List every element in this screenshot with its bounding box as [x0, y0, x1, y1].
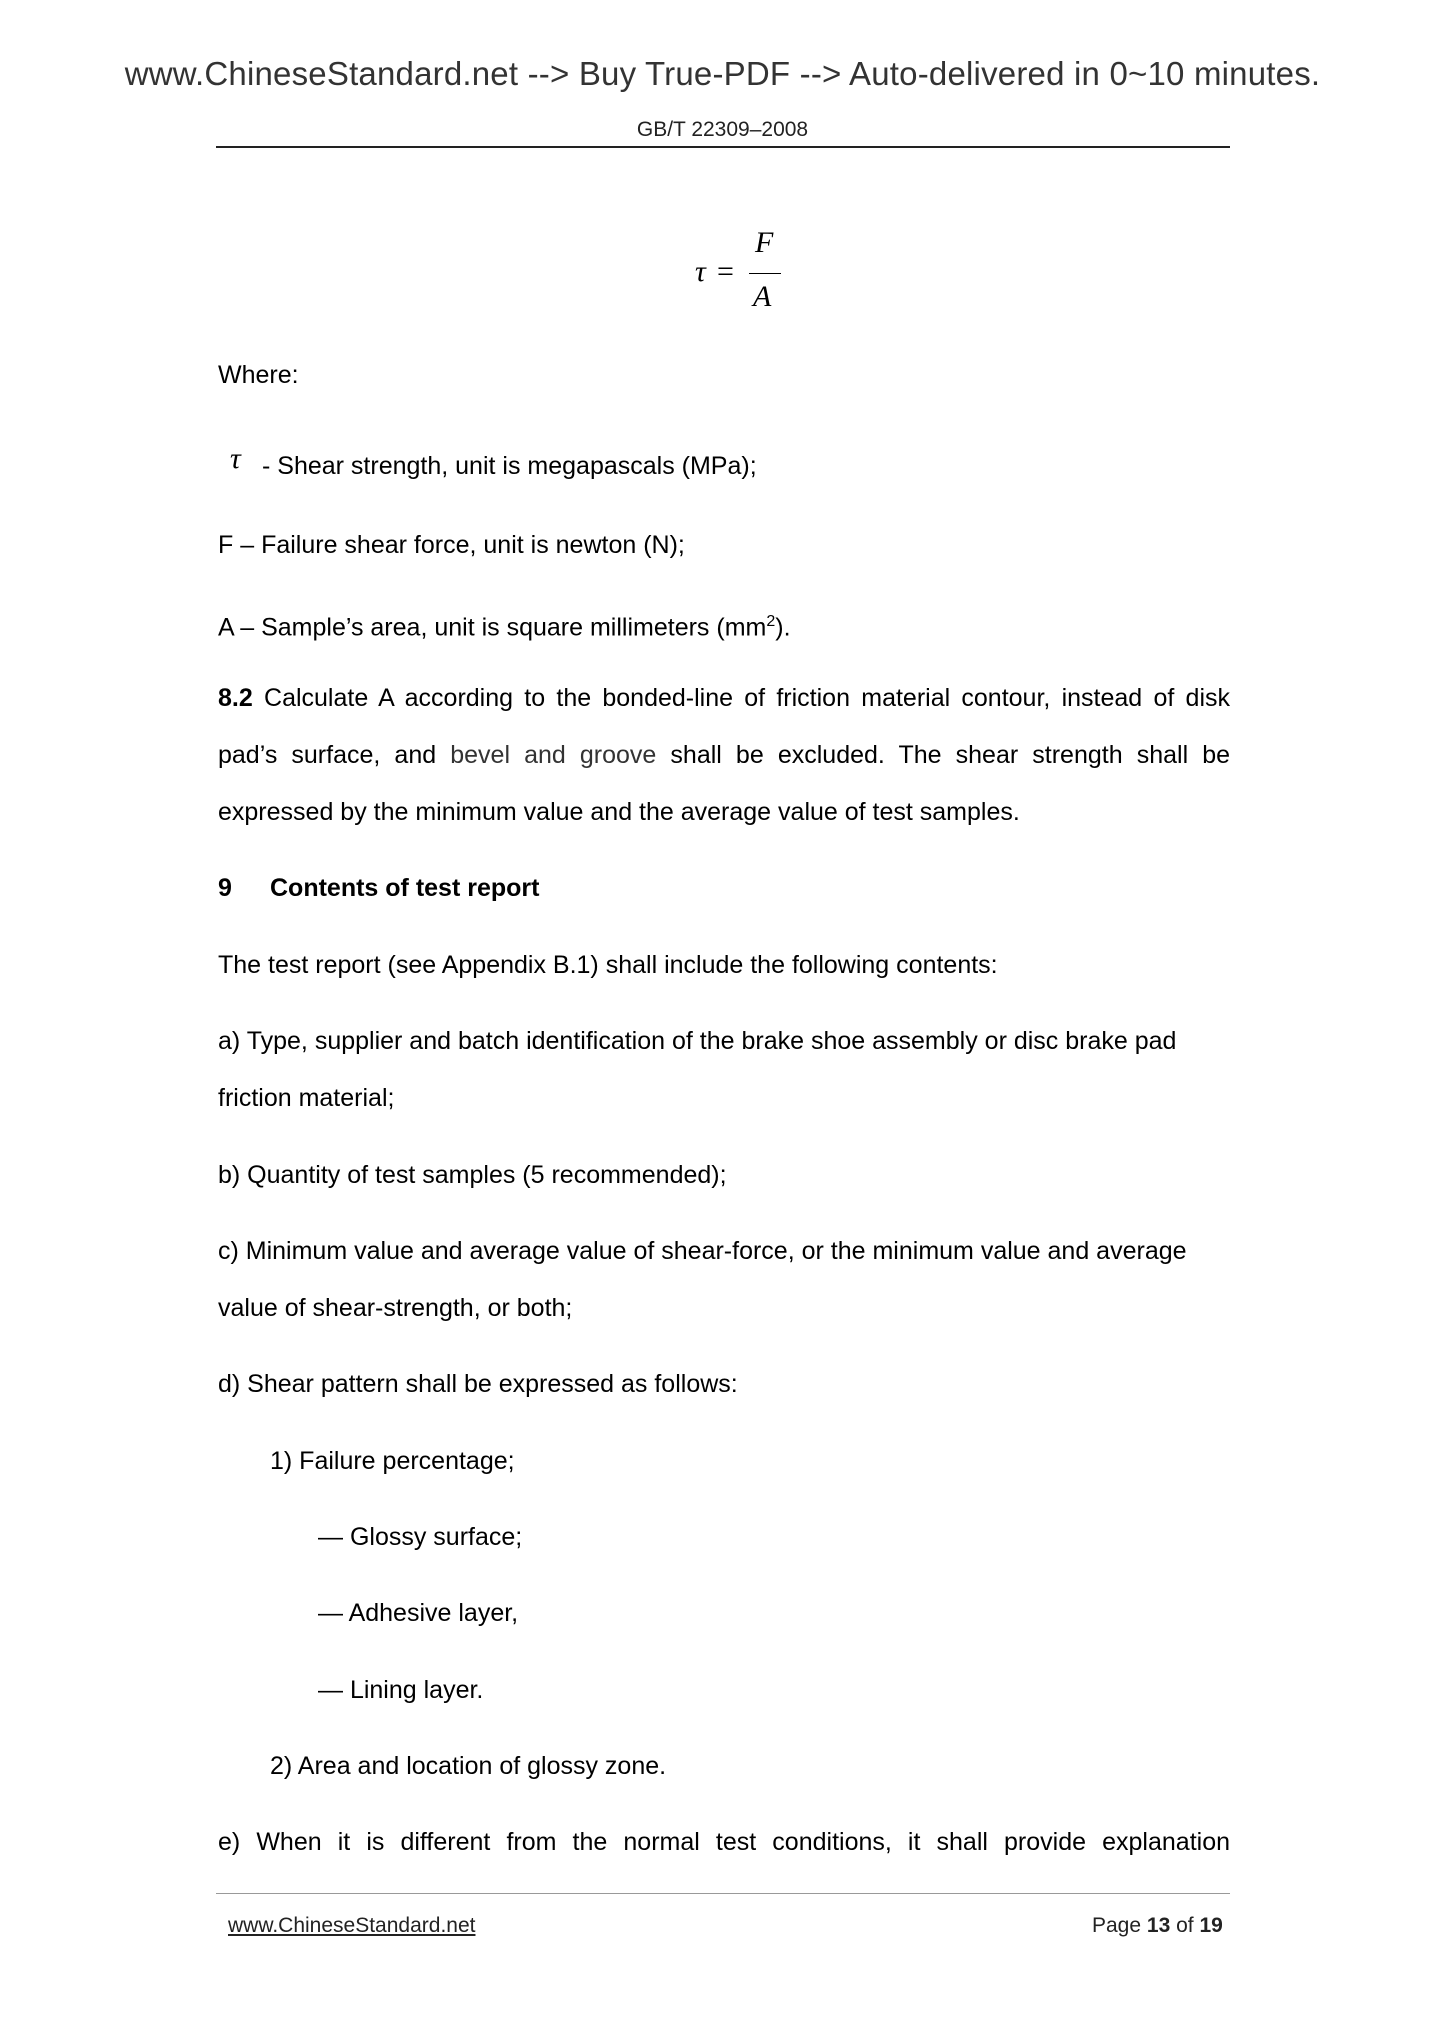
tau-symbol: τ	[230, 442, 241, 475]
top-banner: www.ChineseStandard.net --> Buy True-PDF --> Auto-delivered in 0~10 minutes.	[124, 55, 1321, 92]
section-8-2-line-2	[218, 740, 1230, 770]
item-c-line-2: value of shear-strength, or both;	[218, 1294, 573, 1322]
document-code: GB/T 22309–2008	[636, 118, 809, 141]
item-d: d) Shear pattern shall be expressed as follows:	[218, 1370, 738, 1398]
a-definition-suffix: ).	[775, 613, 791, 642]
footer-divider	[216, 1893, 1230, 1894]
section-8-2-line-2-emphasis: bevel and groove	[450, 741, 657, 769]
where-label: Where:	[218, 361, 299, 389]
section-8-2-line-1	[218, 683, 1230, 713]
formula-tau: τ	[695, 255, 706, 288]
item-c-line-1: c) Minimum value and average value of shear-force, or the minimum value and average	[218, 1237, 1187, 1265]
page-total: 19	[1199, 1914, 1223, 1937]
section-8-2-line-3: expressed by the minimum value and the average value of test samples.	[218, 798, 1020, 826]
footer-website-link[interactable]: www.ChineseStandard.net	[228, 1914, 476, 1937]
item-b: b) Quantity of test samples (5 recommended);	[218, 1161, 727, 1189]
section-9-number: 9	[218, 874, 232, 902]
formula-equals: =	[717, 255, 734, 288]
page-number	[1092, 1914, 1223, 1938]
section-8-2-number: 8.2	[218, 684, 253, 712]
formula-denominator: A	[753, 280, 772, 313]
a-definition-superscript: 2	[766, 613, 776, 630]
page-of: of	[1170, 1914, 1200, 1937]
header-divider	[216, 146, 1230, 148]
section-8-2-line-1-text: Calculate A according to the bonded-line of friction material contour, instead of disk	[252, 684, 1230, 712]
section-9-title: Contents of test report	[270, 874, 540, 902]
item-d-1-glossy: — Glossy surface;	[318, 1523, 523, 1551]
formula-numerator: F	[755, 226, 774, 259]
item-a-line-1: a) Type, supplier and batch identification of the brake shoe assembly or disc brake pad	[218, 1027, 1177, 1055]
item-a-line-2: friction material;	[218, 1084, 395, 1112]
item-d-1-adhesive: — Adhesive layer,	[318, 1599, 519, 1627]
section-8-2-line-2-end: shall be excluded. The shear strength shall be	[656, 741, 1231, 769]
formula-fraction-bar	[749, 273, 781, 274]
page-label: Page	[1092, 1914, 1147, 1937]
item-e: e) When it is different from the normal test conditions, it shall provide explanation	[218, 1828, 1230, 1856]
item-d-1-lining: — Lining layer.	[318, 1676, 484, 1704]
page-current: 13	[1146, 1914, 1171, 1937]
section-8-2-line-2-start: pad’s surface, and	[218, 741, 451, 769]
item-d-2: 2) Area and location of glossy zone.	[270, 1752, 667, 1780]
shear-strength-formula	[695, 226, 815, 326]
a-definition	[218, 607, 791, 642]
a-definition-prefix: A – Sample’s area, unit is square millimeters (mm	[218, 613, 767, 642]
f-definition: F – Failure shear force, unit is newton (N);	[218, 531, 685, 559]
report-intro: The test report (see Appendix B.1) shall include the following contents:	[218, 951, 998, 979]
item-d-1: 1) Failure percentage;	[270, 1447, 515, 1475]
tau-definition: - Shear strength, unit is megapascals (MPa);	[262, 452, 757, 480]
